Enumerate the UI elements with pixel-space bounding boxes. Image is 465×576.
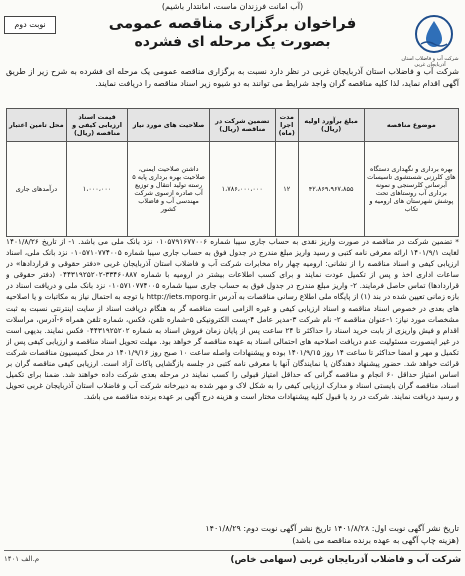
table-row [7, 142, 459, 237]
intro-paragraph: شرکت آب و فاضلاب استان آذربایجان غربی در نظر دارد نسبت به برگزاری مناقصه عمومی یک مرحله ای فشرده به شرح زیر از طریق آگهی اقدام نماید، لذا کلیه مناقصه گران واجد شرایط می توانند به دو شیوه زیر اسناد مناقصه را دریافت نمایند. [6, 67, 459, 88]
slogan: (آب امانت فرزندان ماست، امانتدار باشیم) [161, 2, 304, 11]
cell-subject: بهره برداری و نگهداری دستگاه های کلرزنی شستشوی تاسیسات آبرسانی کلرسنجی و نمونه برداری آب روستاهای تحت پوشش شهرستان های ارومیه و تکاب [364, 142, 458, 237]
title-line-2: بصورت یک مرحله ای فشرده [134, 34, 331, 50]
header-guarantee: تضمین شرکت در مناقصه (ریال) [209, 109, 275, 142]
cell-document-price: ۱،۰۰۰،۰۰۰ [66, 142, 128, 237]
tender-table [6, 108, 459, 237]
notice-round-badge: نوبت دوم [4, 16, 56, 34]
cell-duration: ۱۲ [275, 142, 298, 237]
title-line-1: فراخوان برگزاری مناقصه عمومی [108, 14, 357, 32]
header-funding-source: محل تامین اعتبار [7, 109, 67, 142]
footer [4, 550, 461, 573]
header-duration: مدت اجرا (ماه) [275, 109, 298, 142]
footer-code: م.الف ۱۴۰۱ [4, 555, 40, 563]
header-budget: مبلغ برآورد اولیه (ریال) [298, 109, 364, 142]
header-qualification: صلاحیت های مورد نیاز [128, 109, 209, 142]
publication-dates [6, 523, 459, 547]
notice-title [60, 14, 405, 51]
header-document-price: قیمت اسناد ارزیابی کیفی و مناقصه (ریال) [66, 109, 128, 142]
footer-org-name: شرکت آب و فاضلاب آذربایجان غربی (سهامی خاص) [230, 555, 461, 565]
cell-funding-source: درآمدهای جاری [7, 142, 67, 237]
conditions-text: * تضمین شرکت در مناقصه در صورت واریز نقدی به حساب جاری سیبا شماره ۰۱۰۵۷۹۱۶۷۷۰۰۶ نزد بانک ملی می باشد. ۱- از تاریخ ۱۴۰۱/۸/۲۶ لغایت ۱۴۰۱/۹/۱ ارائه معرفی نامه کتبی و رسید واریز مبلغ مندرج در جدول فوق به حساب جاری سیبا شماره ۰۱۰۵۷۱۰۷۷۴۰۰۵ نزد بانک ملی، اسناد ارزیابی کیفی و اسناد مناقصه را از نشانی: ارومیه چهار راه مخابرات شرکت آب و فاضلاب استان آذربایجان غربی «دفتر حقوقی و قراردادها» در ساعات اداری اخذ و پس از تکمیل عودت نمایند و برای کسب اطلاعات بیشتر در ارومیه با شماره ۳۳۴۶۰۸۸۷-۰۴۴۳۱۹۲۵۲۰۲ (دفتر حقوقی و قراردادها) تماس حاصل فرمایند. ۲- واریز مبلغ مندرج در جدول فوق به حساب جاری سیبا شماره ۰۱۰۵۷۱۰۷۷۴۰۰۵ نزد بانک ملی و دریافت اسناد در بازه زمانی تعیین شده در بند (۱) از پایگاه ملی اطلاع رسانی مناقصات به آدرس http://iets.mporg.ir با توجه به احتمال نیاز به مکاتبات و یا اصلاحیه های بعدی در خصوص اسناد مناقصه و اسناد ارزیابی کیفی و غیره الزامی است مناقصه گر به هنگام دریافت اسناد از سایت اینترنتی نسبت به ثبت مشخصات مورد نیاز: ۱-عنوان مناقصه ۲- نام شرکت ۳-مدیر عامل ۴-پست الکترونیکی ۵-شماره تلفن، فکس، شماره تلفن همراه ۶-آدرس، مراسلات اقدام و فیش واریزی از بابت خرید اسناد را حداکثر تا ۲۴ ساعت پس از پایان زمان فروش اسناد به شماره ۰۴۴۳۱۹۲۵۲۰۲ فکس نمایند. بدیهی است در غیر اینصورت مسئولیت عدم دریافت اصلاحیه های احتمالی اسناد به عهده مناقصه گر خواهد بود. مهلت تحویل اسناد مناقصه و ارزیابی کیفی پس از تکمیل و مهر و امضا حداکثر تا ساعت ۱۴ روز ۱۴۰۱/۹/۱۵ بوده و پیشنهادات واصله ساعت ۱۰ صبح روز ۱۴۰۱/۹/۱۶ در محل کمیسیون مناقصات شرکت قرائت خواهد شد. حضور پیشنهاد دهندگان یا نمایندگان آنها با معرفی نامه کتبی در جلسه بازگشایی پاکات آزاد است. ارزیابی کیفی مناقصه گران بر اساس امتیاز حداقل ۶۰ انجام و مناقصه گرانی که حداقل امتیاز قبولی را کسب نمایند در مرحله بعدی شرکت داده خواهند شد. ضمنا برای تکمیل اسناد، مناقصه گران بایستی اسناد و مدارک ارزیابی کیفی را به شکل لاک و مهر شده به دبیرخانه شرکت آب و فاضلاب استان آذربایجان غربی تحویل و رسید دریافت نمایند. شرکت در رد یا قبول کلیه پیشنهادات مختار است و هزینه درج آگهی بر عهده برنده مناقصه می باشد. [6, 237, 459, 402]
cell-qualification: داشتن صلاحیت ایمنی، صلاحیت بهره برداری پایه ۵ رسته تولید انتقال و توزیع آب صادره ازسوی شرکت مهندسی آب و فاضلاب کشور [128, 142, 209, 237]
water-company-logo-icon [413, 14, 455, 54]
cell-budget: ۴۲،۸۶۹،۹۶۷،۸۵۵ [298, 142, 364, 237]
header-subject: موضوع مناقصه [364, 109, 458, 142]
table-header-row [7, 109, 459, 142]
publication-dates-line: تاریخ نشر آگهی نوبت اول: ۱۴۰۱/۸/۲۸ تاریخ نشر آگهی نوبت دوم: ۱۴۰۱/۸/۲۹ [205, 524, 459, 533]
logo-caption: شرکت آب و فاضلاب استان آذربایجان غربی [401, 56, 459, 68]
cell-guarantee: ۱،۷۸۶،۰۰۰،۰۰۰ [209, 142, 275, 237]
ad-cost-note: (هزینه چاپ آگهی به عهده برنده مناقصه می باشد) [292, 536, 459, 545]
